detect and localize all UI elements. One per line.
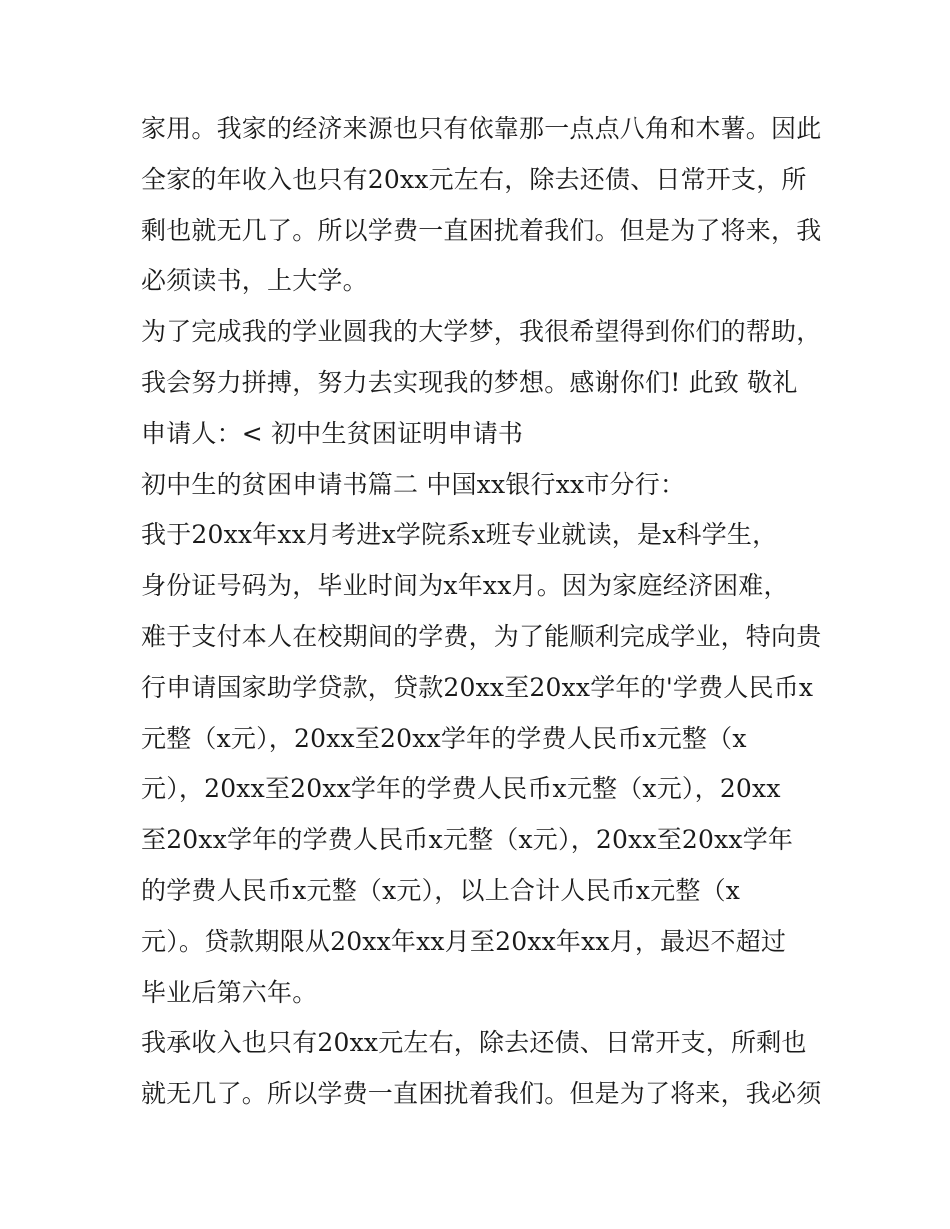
text-line: 我会努力拼搏，努力去实现我的梦想。感谢你们! 此致 敬礼 [141,367,798,397]
text-line: 申请人：< 初中生贫困证明申请书 [141,418,524,448]
text-line: 行申请国家助学贷款，贷款20xx至20xx学年的'学费人民币x [141,672,814,702]
document-body [141,104,821,1120]
text-line: 至20xx学年的学费人民币x元整（x元），20xx至20xx学年 [141,825,794,855]
text-line: 为了完成我的学业圆我的大学梦，我很希望得到你们的帮助， [141,317,822,347]
text-line: 必须读书，上大学。 [141,266,368,296]
text-line: 元），20xx至20xx学年的学费人民币x元整（x元），20xx [141,774,781,804]
text-line: 的学费人民币x元整（x元），以上合计人民币x元整（x [141,875,741,905]
text-line: 我于20xx年xx月考进x学院系x班专业就读，是x科学生， [141,520,778,550]
text-line: 家用。我家的经济来源也只有依靠那一点点八角和木薯。因此 [141,114,822,143]
text-line: 我承收入也只有20xx元左右，除去还债、日常开支，所剩也 [141,1028,807,1058]
text-line: 毕业后第六年。 [141,977,318,1007]
text-line: 身份证号码为，毕业时间为x年xx月。因为家庭经济困难， [141,571,789,601]
text-line: 全家的年收入也只有20xx元左右，除去还债、日常开支，所 [141,164,807,194]
text-line: 元）。贷款期限从20xx年xx月至20xx年xx月，最迟不超过 [141,926,787,956]
text-line: 剩也就无几了。所以学费一直困扰着我们。但是为了将来，我 [141,215,822,245]
text-line: 难于支付本人在校期间的学费，为了能顺利完成学业，特向贵 [141,621,822,651]
text-line: 就无几了。所以学费一直困扰着我们。但是为了将来，我必须 [141,1079,822,1109]
text-line: 元整（x元），20xx至20xx学年的学费人民币x元整（x [141,723,747,753]
text-line: 初中生的贫困申请书篇二 中国xx银行xx市分行： [141,469,686,499]
